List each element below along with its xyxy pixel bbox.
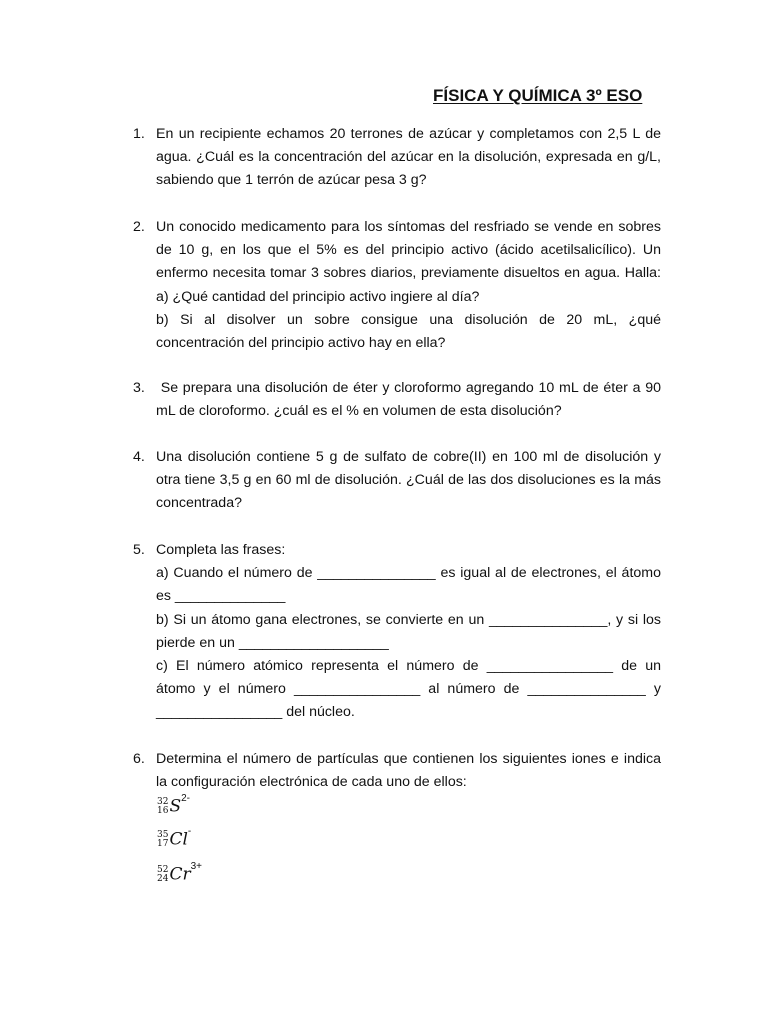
ion-charge: 3+: [190, 861, 202, 872]
question-line: Determina el número de partículas que contienen los siguientes iones e indica: [156, 751, 661, 767]
question-line: ________________ del núcleo.: [156, 704, 355, 721]
question-3: [133, 377, 661, 423]
question-line: c) El número atómico representa el número de ________________ de un: [156, 658, 661, 675]
question-line: enfermo necesita tomar 3 sobres diarios, previamente disueltos en agua. Halla:: [156, 265, 661, 282]
ion-chlorine: [157, 826, 192, 850]
ion-sulfur: [157, 793, 191, 817]
question-number: 4.: [133, 449, 145, 465]
question-line: En un recipiente echamos 20 terrones de azúcar y completamos con 2,5 L de: [156, 126, 661, 142]
question-line: concentrada?: [156, 495, 242, 512]
question-line: átomo y el número ________________ al número de _______________ y: [156, 681, 661, 698]
question-line: sabiendo que 1 terrón de azúcar pesa 3 g?: [156, 172, 427, 189]
question-line: concentración del principio activo hay en ella?: [156, 335, 446, 352]
ion-chromium: [157, 861, 202, 885]
question-line: Una disolución contiene 5 g de sulfato de cobre(II) en 100 ml de disolución y: [156, 449, 661, 465]
question-number: 6.: [133, 751, 145, 767]
ion-atomic-number: 24: [157, 873, 169, 884]
ion-symbol: Cr: [169, 864, 191, 885]
question-number: 3.: [133, 380, 145, 396]
question-line: Un conocido medicamento para los síntomas del resfriado se vende en sobres: [156, 219, 661, 235]
question-line: agua. ¿Cuál es la concentración del azúcar en la disolución, expresada en g/L,: [156, 149, 661, 166]
ion-symbol: S: [169, 796, 182, 817]
ion-mass-number: 35: [157, 829, 169, 840]
question-line: mL de cloroformo. ¿cuál es el % en volumen de esta disolución?: [156, 403, 562, 420]
ion-charge: -: [187, 826, 192, 837]
question-number: 5.: [133, 542, 145, 558]
ion-atomic-number: 16: [157, 805, 169, 816]
question-line: de 10 g, en los que el 5% es del principio activo (ácido acetilsalicílico). Un: [156, 242, 661, 259]
question-number: 2.: [133, 219, 145, 235]
question-line: b) Si al disolver un sobre consigue una disolución de 20 mL, ¿qué: [156, 311, 661, 328]
question-number: 1.: [133, 126, 145, 142]
question-line: pierde en un ___________________: [156, 634, 389, 651]
question-line: otra tiene 3,5 g en 60 ml de disolución. ¿Cuál de las dos disoluciones es la más: [156, 472, 661, 489]
question-2: [133, 216, 661, 355]
ion-mass-number: 32: [157, 796, 169, 807]
question-1: [133, 123, 661, 193]
ion-symbol: Cl: [169, 829, 188, 850]
question-line: Se prepara una disolución de éter y cloroformo agregando 10 mL de éter a 90: [156, 380, 661, 396]
ion-isotope-numbers: [157, 831, 168, 849]
ion-atomic-number: 17: [157, 838, 169, 849]
ion-isotope-numbers: [157, 798, 168, 816]
question-line: a) Cuando el número de _______________ es igual al de electrones, el átomo: [156, 565, 661, 582]
question-6: [133, 748, 661, 794]
question-line: a) ¿Qué cantidad del principio activo ingiere al día?: [156, 288, 480, 305]
ion-isotope-numbers: [157, 866, 168, 884]
question-4: [133, 446, 661, 516]
question-5: [133, 539, 661, 725]
question-line: b) Si un átomo gana electrones, se convierte en un _______________, y si los: [156, 611, 661, 628]
ion-mass-number: 52: [157, 864, 169, 875]
question-line: la configuración electrónica de cada uno de ellos:: [156, 774, 467, 791]
page-title: FÍSICA Y QUÍMICA 3º ESO: [433, 86, 643, 105]
question-line: es ______________: [156, 588, 286, 605]
question-line: Completa las frases:: [156, 542, 286, 558]
ion-charge: 2-: [181, 793, 191, 804]
